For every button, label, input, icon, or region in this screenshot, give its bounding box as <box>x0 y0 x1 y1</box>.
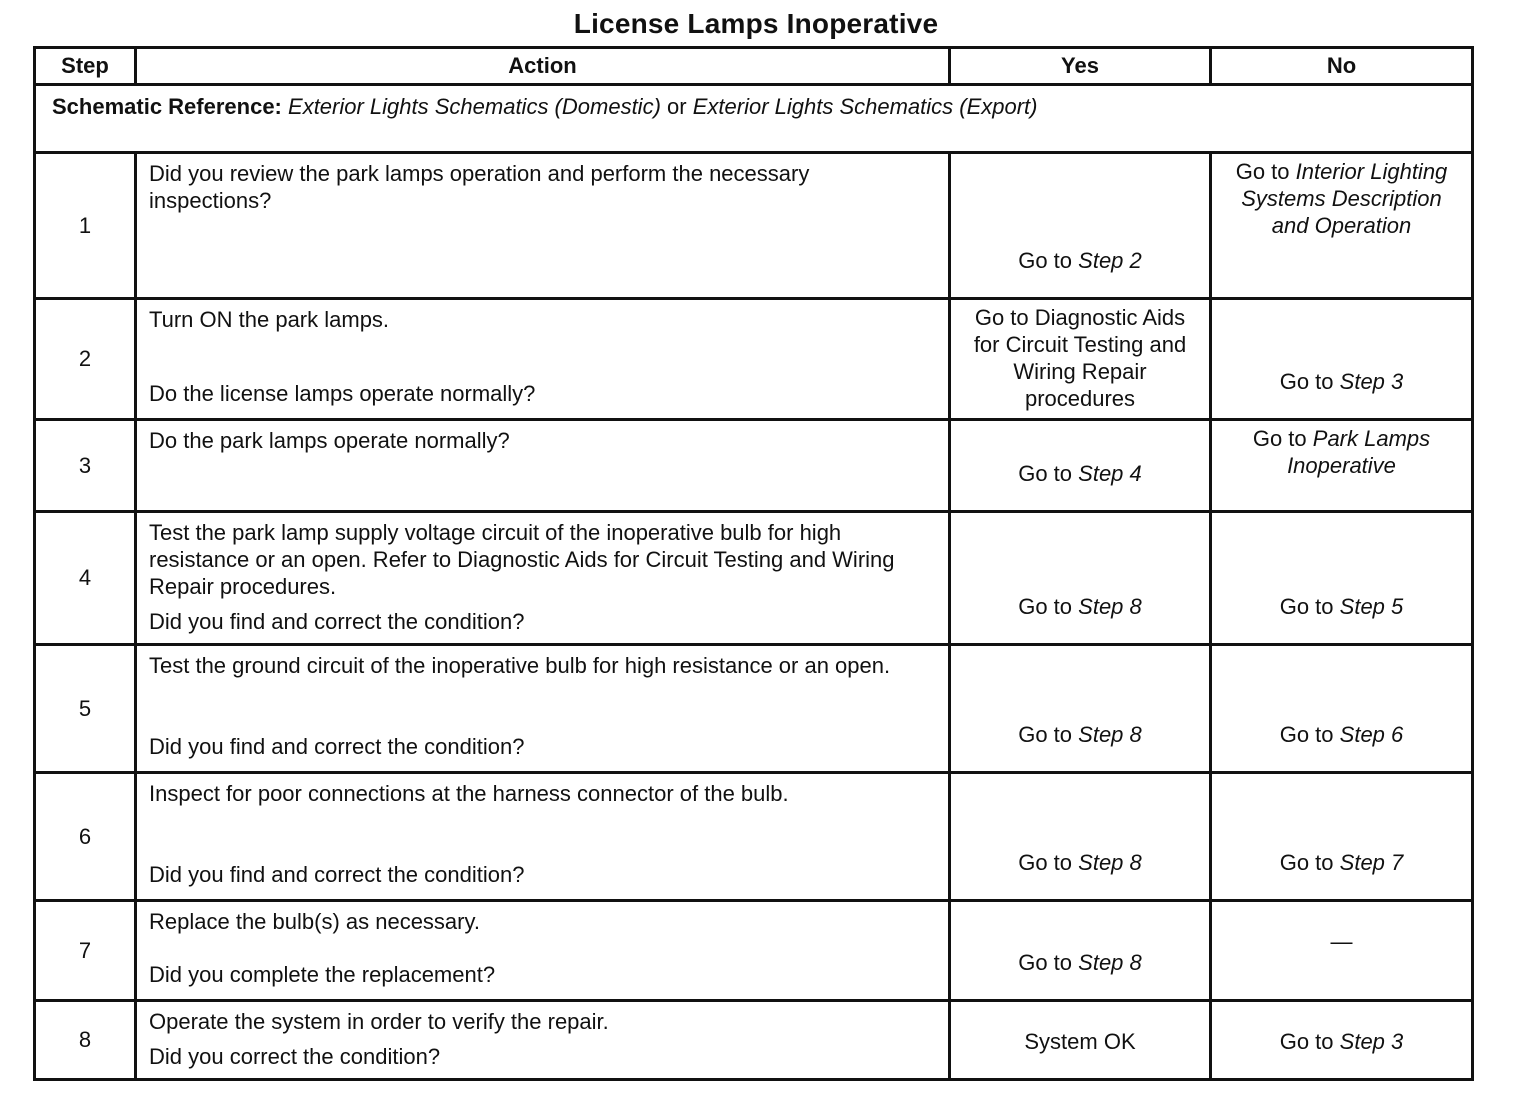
no-prefix: Go to <box>1235 159 1290 184</box>
action-content <box>149 1008 936 1070</box>
step-row-4 <box>35 512 1473 645</box>
step-row-7 <box>35 901 1473 1001</box>
step-action <box>136 1001 950 1080</box>
no-answer <box>1212 646 1471 754</box>
no-prefix: Go to <box>1252 426 1307 451</box>
action-content <box>149 427 936 499</box>
action-content <box>149 780 936 888</box>
schematic-label: Schematic Reference: <box>52 94 282 119</box>
no-prefix: — <box>1330 928 1353 954</box>
no-step-link[interactable]: Park Lamps Inoperative <box>1287 426 1431 478</box>
step-row-1 <box>35 153 1473 299</box>
step-action <box>136 299 950 420</box>
yes-answer-text <box>959 460 1201 487</box>
no-answer-text <box>1220 1028 1463 1055</box>
schematic-reference <box>35 85 1473 153</box>
action-content <box>149 519 936 635</box>
yes-answer <box>951 774 1209 882</box>
yes-answer-text <box>959 304 1201 412</box>
action-instructions <box>149 652 936 679</box>
yes-answer-text <box>959 1028 1201 1055</box>
step-action <box>136 901 950 1001</box>
action-instructions <box>149 908 936 935</box>
step-number: 7 <box>35 901 136 1001</box>
action-instructions <box>149 780 936 807</box>
yes-answer-text <box>959 949 1201 976</box>
step-yes <box>950 773 1211 901</box>
action-content <box>149 160 936 286</box>
step-number: 4 <box>35 512 136 645</box>
header-yes: Yes <box>950 48 1211 85</box>
action-instructions <box>149 427 936 454</box>
no-answer <box>1212 300 1471 401</box>
step-no <box>1211 299 1473 420</box>
no-answer <box>1212 154 1471 280</box>
yes-prefix: Go to <box>1018 594 1073 619</box>
action-content <box>149 652 936 760</box>
step-number: 5 <box>35 645 136 773</box>
no-answer-text <box>1220 368 1463 395</box>
no-prefix: Go to <box>1279 594 1334 619</box>
action-question: Did you complete the replacement? <box>149 962 496 987</box>
step-yes <box>950 645 1211 773</box>
yes-answer <box>951 154 1209 280</box>
yes-answer <box>951 1002 1209 1061</box>
no-prefix: Go to <box>1279 722 1334 747</box>
yes-answer-text <box>959 721 1201 748</box>
header-no: No <box>1211 48 1473 85</box>
no-answer-text <box>1220 593 1463 620</box>
step-no <box>1211 153 1473 299</box>
yes-prefix: Go to <box>1018 850 1073 875</box>
step-row-3 <box>35 420 1473 512</box>
yes-answer <box>951 300 1209 418</box>
step-no <box>1211 420 1473 512</box>
diagnostic-table <box>33 46 1474 1081</box>
step-action <box>136 645 950 773</box>
step-number: 2 <box>35 299 136 420</box>
header-step: Step <box>35 48 136 85</box>
no-answer-text <box>1220 928 1463 955</box>
step-row-5 <box>35 645 1473 773</box>
yes-prefix: Go to <box>1018 950 1073 975</box>
no-prefix: Go to <box>1279 850 1334 875</box>
step-number: 1 <box>35 153 136 299</box>
step-number: 6 <box>35 773 136 901</box>
no-step-link[interactable]: Step 6 <box>1339 722 1404 747</box>
step-action <box>136 420 950 512</box>
no-answer-text <box>1220 425 1463 479</box>
step-yes <box>950 153 1211 299</box>
action-question: Did you find and correct the condition? <box>149 862 525 887</box>
action-line: Test the park lamp supply voltage circuit of the inoperative bulb for high resistance or an open. Refer to Diagnostic Aids for Circuit Testing and Wiring Repair procedures. <box>149 520 895 599</box>
yes-prefix: Go to Diagnostic Aids for Circuit Testing and Wiring Repair procedures <box>973 305 1187 411</box>
no-answer-text <box>1220 849 1463 876</box>
no-step-link[interactable]: Step 5 <box>1339 594 1404 619</box>
action-instructions <box>149 1008 936 1035</box>
yes-answer <box>951 646 1209 754</box>
step-action <box>136 153 950 299</box>
step-action <box>136 512 950 645</box>
yes-step-link[interactable]: Step 8 <box>1078 850 1142 875</box>
action-line: Replace the bulb(s) as necessary. <box>149 909 480 934</box>
step-action <box>136 773 950 901</box>
yes-answer-text <box>959 247 1201 274</box>
step-row-8 <box>35 1001 1473 1080</box>
steps-body <box>35 153 1473 1080</box>
yes-step-link[interactable]: Step 4 <box>1078 461 1142 486</box>
step-no <box>1211 901 1473 1001</box>
action-question: Do the license lamps operate normally? <box>149 381 536 406</box>
no-answer <box>1212 421 1471 493</box>
no-step-link[interactable]: Step 7 <box>1339 850 1404 875</box>
step-yes <box>950 299 1211 420</box>
step-number: 8 <box>35 1001 136 1080</box>
no-answer <box>1212 774 1471 882</box>
yes-answer <box>951 421 1209 493</box>
yes-answer-text <box>959 849 1201 876</box>
action-instructions <box>149 519 936 600</box>
schematic-or: or <box>667 94 687 119</box>
schematic-row <box>35 85 1473 153</box>
action-line: Did you review the park lamps operation and perform the necessary inspections? <box>149 161 810 213</box>
step-yes <box>950 1001 1211 1080</box>
step-row-2 <box>35 299 1473 420</box>
header-action: Action <box>136 48 950 85</box>
action-line: Test the ground circuit of the inoperative bulb for high resistance or an open. <box>149 653 891 678</box>
action-instructions <box>149 160 936 214</box>
step-no <box>1211 645 1473 773</box>
no-answer <box>1212 513 1471 626</box>
step-yes <box>950 420 1211 512</box>
yes-prefix: Go to <box>1018 248 1073 273</box>
step-number: 3 <box>35 420 136 512</box>
yes-prefix: System OK <box>1024 1029 1136 1054</box>
action-content <box>149 908 936 988</box>
no-prefix: Go to <box>1279 369 1334 394</box>
action-question: Did you find and correct the condition? <box>149 734 525 759</box>
no-step-link[interactable]: Step 3 <box>1339 369 1404 394</box>
schematic-link-export[interactable]: Exterior Lights Schematics (Export) <box>692 94 1038 119</box>
step-no <box>1211 773 1473 901</box>
action-question: Did you find and correct the condition? <box>149 609 525 634</box>
yes-answer <box>951 513 1209 626</box>
schematic-link-domestic[interactable]: Exterior Lights Schematics (Domestic) <box>288 94 661 119</box>
header-row <box>35 48 1473 85</box>
action-line: Operate the system in order to verify the repair. <box>149 1009 609 1034</box>
action-question: Did you correct the condition? <box>149 1044 441 1069</box>
step-no <box>1211 512 1473 645</box>
action-line: Do the park lamps operate normally? <box>149 428 510 453</box>
no-answer-text <box>1220 721 1463 748</box>
no-prefix: Go to <box>1279 1029 1334 1054</box>
yes-step-link[interactable]: Step 2 <box>1078 248 1142 273</box>
yes-prefix: Go to <box>1018 461 1073 486</box>
no-step-link[interactable]: Interior Lighting Systems Description and Operation <box>1241 159 1448 238</box>
yes-answer-text <box>959 593 1201 620</box>
step-no <box>1211 1001 1473 1080</box>
action-line: Turn ON the park lamps. <box>149 307 390 332</box>
no-answer <box>1212 1002 1471 1061</box>
action-instructions <box>149 306 936 333</box>
yes-step-link[interactable]: Step 8 <box>1078 722 1142 747</box>
no-answer-text <box>1220 158 1463 239</box>
action-content <box>149 306 936 407</box>
step-row-6 <box>35 773 1473 901</box>
yes-prefix: Go to <box>1018 722 1073 747</box>
page-title: License Lamps Inoperative <box>573 8 939 39</box>
yes-step-link[interactable]: Step 8 <box>1078 594 1142 619</box>
step-yes <box>950 901 1211 1001</box>
action-line: Inspect for poor connections at the harness connector of the bulb. <box>149 781 789 806</box>
no-step-link[interactable]: Step 3 <box>1339 1029 1404 1054</box>
yes-step-link[interactable]: Step 8 <box>1078 950 1142 975</box>
yes-answer <box>951 902 1209 982</box>
step-yes <box>950 512 1211 645</box>
no-answer <box>1212 902 1471 982</box>
